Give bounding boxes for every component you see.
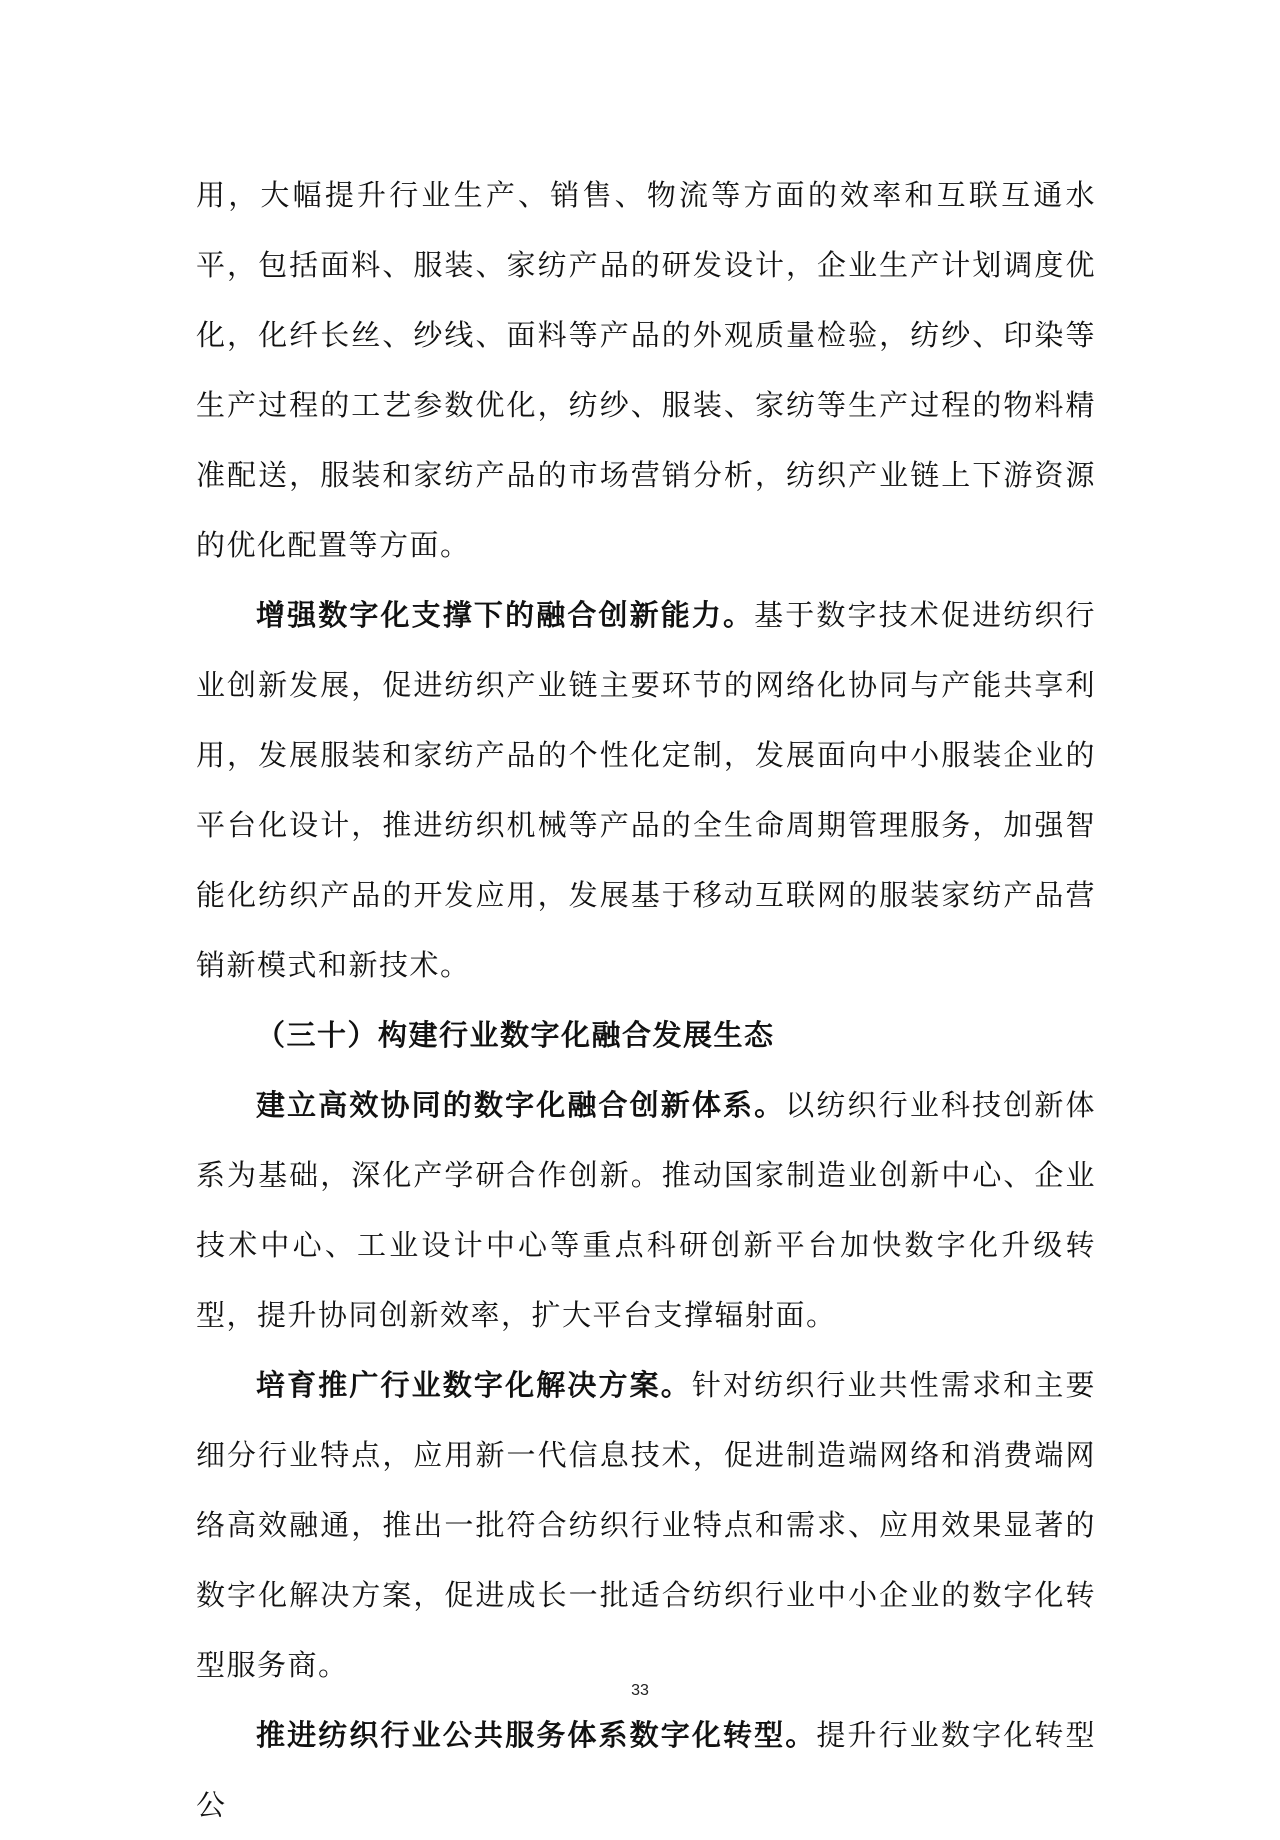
paragraph-public-service bbox=[196, 1700, 1096, 1840]
paragraph-solutions bbox=[196, 1350, 1096, 1700]
paragraph-text: 以纺织行业科技创新体系为基础，深化产学研合作创新。推动国家制造业创新中心、企业技术中心、工业设计中心等重点科研创新平台加快数字化升级转型，提升协同创新效率，扩大平台支撑辐射面。 bbox=[196, 1088, 1096, 1332]
page-number: 33 bbox=[631, 1682, 649, 1699]
paragraph-lead: 推进纺织行业公共服务体系数字化转型。 bbox=[256, 1718, 817, 1752]
section-heading: （三十）构建行业数字化融合发展生态 bbox=[256, 1018, 775, 1052]
paragraph-text: 针对纺织行业共性需求和主要细分行业特点，应用新一代信息技术，促进制造端网络和消费端网络高效融通，推出一批符合纺织行业特点和需求、应用效果显著的数字化解决方案，促进成长一批适合纺织行业中小企业的数字化转型服务商。 bbox=[196, 1368, 1096, 1682]
paragraph-lead: 建立高效协同的数字化融合创新体系。 bbox=[256, 1088, 786, 1122]
paragraph-text: 提升行业数字化转型公 bbox=[196, 1718, 1096, 1822]
paragraph-text: 基于数字技术促进纺织行业创新发展，促进纺织产业链主要环节的网络化协同与产能共享利用，发展服装和家纺产品的个性化定制，发展面向中小服装企业的平台化设计，推进纺织机械等产品的全生命周期管理服务，加强智能化纺织产品的开发应用，发展基于移动互联网的服装家纺产品营销新模式和新技术。 bbox=[196, 598, 1096, 982]
paragraph-innovation-capability bbox=[196, 580, 1096, 1000]
paragraph-innovation-system bbox=[196, 1070, 1096, 1350]
paragraph-lead: 增强数字化支撑下的融合创新能力。 bbox=[256, 598, 755, 632]
paragraph-continuation bbox=[196, 160, 1096, 580]
paragraph-lead: 培育推广行业数字化解决方案。 bbox=[256, 1368, 692, 1402]
paragraph-text: 用，大幅提升行业生产、销售、物流等方面的效率和互联互通水平，包括面料、服装、家纺产品的研发设计，企业生产计划调度优化，化纤长丝、纱线、面料等产品的外观质量检验，纺纱、印染等生产过程的工艺参数优化，纺纱、服装、家纺等生产过程的物料精准配送，服装和家纺产品的市场营销分析，纺织产业链上下游资源的优化配置等方面。 bbox=[196, 178, 1096, 562]
document-page bbox=[196, 160, 1096, 1840]
